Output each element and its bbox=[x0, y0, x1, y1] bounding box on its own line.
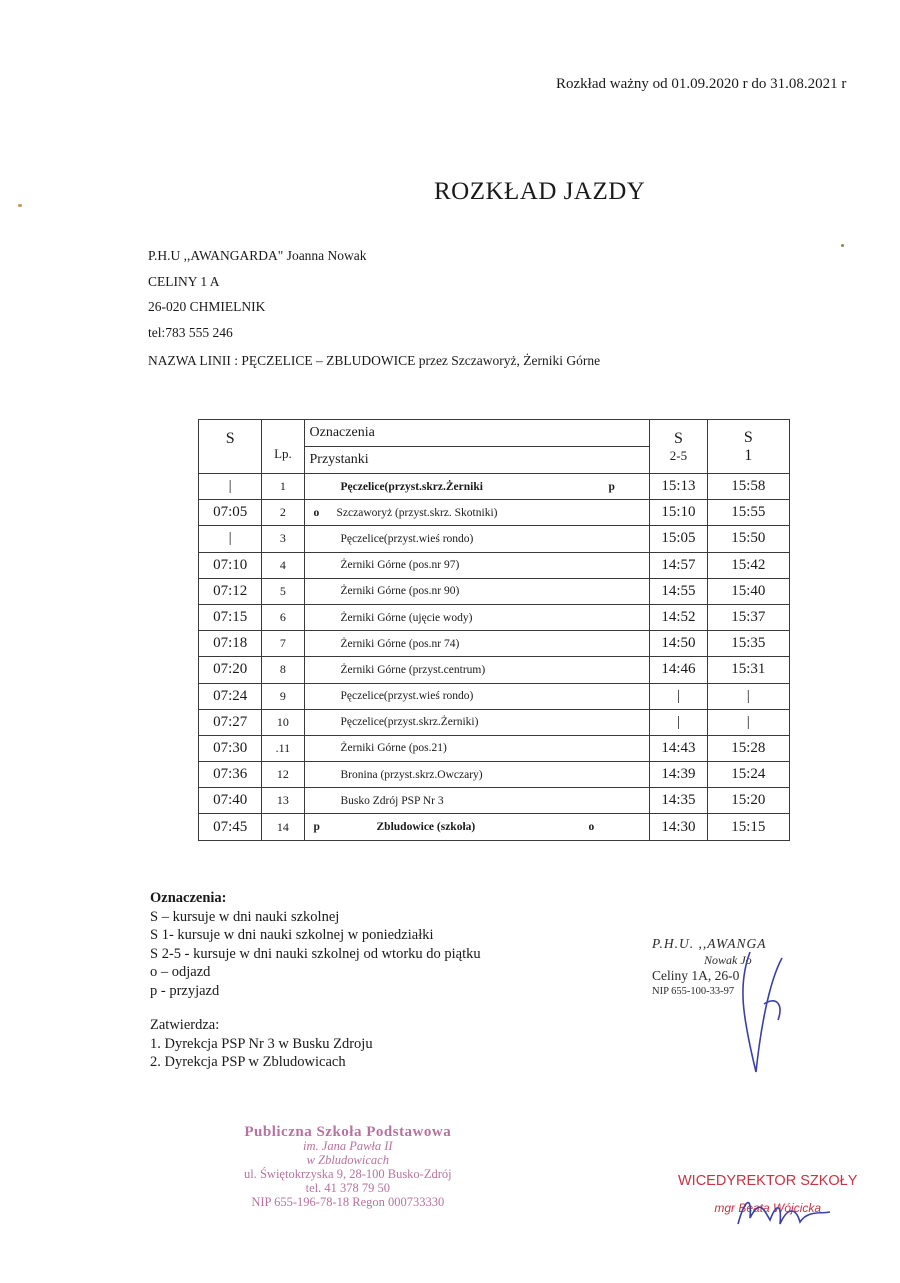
cell-stop bbox=[304, 552, 650, 578]
cell-lp: 13 bbox=[262, 788, 304, 814]
table-row bbox=[199, 814, 790, 840]
cell-time-s25: 14:46 bbox=[650, 657, 707, 683]
table-row bbox=[199, 500, 790, 526]
header-s1 bbox=[707, 420, 789, 474]
cell-stop bbox=[304, 578, 650, 604]
cell-lp: 12 bbox=[262, 762, 304, 788]
header-s: S bbox=[199, 420, 262, 474]
signature-icon bbox=[730, 1184, 850, 1244]
stop-marker-post: p bbox=[608, 480, 615, 493]
legend-item: p - przyjazd bbox=[150, 982, 220, 999]
cell-lp: 5 bbox=[262, 578, 304, 604]
legend-title: Oznaczenia: bbox=[150, 890, 227, 906]
paper-speck bbox=[841, 244, 844, 247]
table-row bbox=[199, 578, 790, 604]
stop-name: Bronina (przyst.skrz.Owczary) bbox=[340, 768, 483, 781]
cell-time-s1: 15:31 bbox=[707, 657, 789, 683]
vice-director-name: mgr Beata Wójcicka bbox=[714, 1201, 822, 1215]
stop-name: Pęczelice(przyst.wieś rondo) bbox=[340, 532, 474, 545]
cell-time-s25: 14:50 bbox=[650, 631, 707, 657]
cell-time-s25: 14:52 bbox=[650, 604, 707, 630]
stop-marker-post: o bbox=[588, 821, 595, 834]
cell-stop bbox=[304, 474, 650, 500]
cell-time-s25: 15:05 bbox=[650, 526, 707, 552]
cell-time-s1: 15:24 bbox=[707, 762, 789, 788]
school-stamp-line: ul. Świętokrzyska 9, 28-100 Busko-Zdrój bbox=[244, 1167, 452, 1181]
company-phone: tel:783 555 246 bbox=[148, 324, 233, 340]
cell-s-time: 07:24 bbox=[199, 683, 262, 709]
cell-time-s25: 14:57 bbox=[650, 552, 707, 578]
stop-name: Zbludowice (szkoła) bbox=[376, 821, 476, 834]
cell-time-s1: 15:20 bbox=[707, 788, 789, 814]
table-row bbox=[199, 735, 790, 761]
header-s25 bbox=[650, 420, 707, 474]
cell-stop bbox=[304, 604, 650, 630]
stop-name: Busko Zdrój PSP Nr 3 bbox=[340, 794, 444, 807]
cell-stop bbox=[304, 500, 650, 526]
cell-lp: 6 bbox=[262, 604, 304, 630]
approval-title: Zatwierdza: bbox=[150, 1017, 220, 1033]
cell-time-s1: 15:50 bbox=[707, 526, 789, 552]
cell-time-s1: 15:28 bbox=[707, 735, 789, 761]
cell-lp: 1 bbox=[262, 474, 304, 500]
cell-lp: 7 bbox=[262, 631, 304, 657]
company-stamp-sub: Nowak Jo bbox=[704, 953, 752, 967]
table-row bbox=[199, 683, 790, 709]
cell-time-s1: | bbox=[707, 683, 789, 709]
cell-lp: 14 bbox=[262, 814, 304, 840]
approval bbox=[150, 1016, 550, 1072]
cell-s-time: 07:27 bbox=[199, 709, 262, 735]
cell-stop bbox=[304, 526, 650, 552]
cell-s-time: 07:20 bbox=[199, 657, 262, 683]
approval-item: 2. Dyrekcja PSP w Zbludowicach bbox=[150, 1054, 346, 1070]
cell-time-s25: | bbox=[650, 709, 707, 735]
cell-time-s25: | bbox=[650, 683, 707, 709]
school-stamp-line: tel. 41 378 79 50 bbox=[305, 1181, 390, 1195]
header-s25-bottom: 2-5 bbox=[669, 448, 688, 463]
cell-lp: 9 bbox=[262, 683, 304, 709]
cell-s-time: 07:45 bbox=[199, 814, 262, 840]
stop-name: Żerniki Górne (pos.nr 74) bbox=[340, 637, 460, 650]
cell-time-s1: 15:35 bbox=[707, 631, 789, 657]
cell-time-s1: 15:37 bbox=[707, 604, 789, 630]
document-title: ROZKŁAD JAZDY bbox=[434, 178, 646, 205]
line-name: NAZWA LINII : PĘCZELICE – ZBLUDOWICE przez Szczaworyż, Żerniki Górne bbox=[148, 353, 601, 368]
cell-time-s1: 15:42 bbox=[707, 552, 789, 578]
validity-period: Rozkład ważny od 01.09.2020 r do 31.08.2021 r bbox=[556, 76, 847, 92]
stop-name: Żerniki Górne (pos.21) bbox=[340, 742, 447, 755]
school-stamp-line: Publiczna Szkoła Podstawowa bbox=[244, 1124, 452, 1140]
company-name: P.H.U ,,AWANGARDA" Joanna Nowak bbox=[148, 248, 367, 263]
cell-lp: .11 bbox=[262, 735, 304, 761]
paper-speck bbox=[18, 204, 22, 207]
header-s25-top: S bbox=[673, 430, 683, 447]
legend bbox=[150, 889, 570, 1000]
cell-time-s25: 14:30 bbox=[650, 814, 707, 840]
approval-item: 1. Dyrekcja PSP Nr 3 w Busku Zdroju bbox=[150, 1035, 373, 1052]
table-row bbox=[199, 762, 790, 788]
stop-marker-pre: o bbox=[313, 506, 320, 519]
cell-s-time: 07:30 bbox=[199, 735, 262, 761]
header-przystanki: Przystanki bbox=[304, 447, 650, 474]
company-stamp-address: Celiny 1A, 26-0 bbox=[652, 968, 740, 983]
stop-name: Pęczelice(przyst.skrz.Żerniki bbox=[340, 480, 483, 493]
stop-name: Pęczelice(przyst.wieś rondo) bbox=[340, 690, 474, 703]
cell-lp: 3 bbox=[262, 526, 304, 552]
cell-time-s1: 15:55 bbox=[707, 500, 789, 526]
school-stamp bbox=[244, 1125, 452, 1209]
table-row bbox=[199, 552, 790, 578]
table-row bbox=[199, 474, 790, 500]
table-row bbox=[199, 526, 790, 552]
cell-time-s1: 15:40 bbox=[707, 578, 789, 604]
cell-stop bbox=[304, 814, 650, 840]
cell-s-time: | bbox=[199, 474, 262, 500]
table-row bbox=[199, 709, 790, 735]
school-stamp-line: w Zbludowicach bbox=[306, 1153, 389, 1167]
vice-director-title: WICEDYREKTOR SZKOŁY bbox=[678, 1173, 858, 1189]
timetable bbox=[198, 419, 790, 841]
company-stamp-nip: NIP 655-100-33-97 bbox=[652, 986, 735, 997]
cell-stop bbox=[304, 735, 650, 761]
stop-name: Żerniki Górne (ujęcie wody) bbox=[340, 611, 473, 624]
cell-s-time: 07:18 bbox=[199, 631, 262, 657]
cell-time-s25: 15:10 bbox=[650, 500, 707, 526]
cell-lp: 2 bbox=[262, 500, 304, 526]
table-row bbox=[199, 657, 790, 683]
cell-s-time: 07:36 bbox=[199, 762, 262, 788]
table-header-row bbox=[199, 420, 790, 447]
header-s1-bottom: 1 bbox=[744, 446, 753, 464]
cell-time-s1: 15:58 bbox=[707, 474, 789, 500]
company-stamp-name: P.H.U. ,,AWANGA bbox=[652, 936, 767, 951]
company-address-line2: 26-020 CHMIELNIK bbox=[148, 299, 266, 314]
legend-item: S 1- kursuje w dni nauki szkolnej w poniedziałki bbox=[150, 927, 434, 943]
stop-name: Żerniki Górne (pos.nr 90) bbox=[340, 585, 460, 598]
cell-s-time: | bbox=[199, 526, 262, 552]
cell-stop bbox=[304, 631, 650, 657]
cell-stop bbox=[304, 788, 650, 814]
timetable-body bbox=[199, 474, 790, 841]
legend-item: S – kursuje w dni nauki szkolnej bbox=[150, 908, 340, 925]
cell-stop bbox=[304, 683, 650, 709]
cell-time-s25: 14:39 bbox=[650, 762, 707, 788]
table-row bbox=[199, 604, 790, 630]
stop-name: Żerniki Górne (przyst.centrum) bbox=[340, 663, 486, 676]
header-s1-top: S bbox=[743, 428, 753, 446]
legend-item: S 2-5 - kursuje w dni nauki szkolnej od wtorku do piątku bbox=[150, 945, 481, 962]
school-stamp-line: im. Jana Pawła II bbox=[303, 1139, 393, 1153]
cell-lp: 8 bbox=[262, 657, 304, 683]
cell-stop bbox=[304, 657, 650, 683]
company-address-line1: CELINY 1 A bbox=[148, 273, 220, 289]
cell-s-time: 07:15 bbox=[199, 604, 262, 630]
legend-item: o – odjazd bbox=[150, 964, 211, 980]
cell-stop bbox=[304, 709, 650, 735]
cell-stop bbox=[304, 762, 650, 788]
table-row bbox=[199, 631, 790, 657]
company-info bbox=[148, 243, 548, 345]
stop-name: Szczaworyż (przyst.skrz. Skotniki) bbox=[336, 506, 498, 519]
table-row bbox=[199, 788, 790, 814]
cell-lp: 10 bbox=[262, 709, 304, 735]
cell-s-time: 07:12 bbox=[199, 578, 262, 604]
signature-icon bbox=[720, 944, 800, 1084]
cell-s-time: 07:40 bbox=[199, 788, 262, 814]
cell-time-s25: 14:43 bbox=[650, 735, 707, 761]
cell-time-s25: 15:13 bbox=[650, 474, 707, 500]
cell-time-s25: 14:55 bbox=[650, 578, 707, 604]
cell-s-time: 07:05 bbox=[199, 500, 262, 526]
stop-name: Pęczelice(przyst.skrz.Żerniki) bbox=[340, 716, 479, 729]
cell-s-time: 07:10 bbox=[199, 552, 262, 578]
stop-name: Żerniki Górne (pos.nr 97) bbox=[340, 559, 460, 572]
school-stamp-line: NIP 655-196-78-18 Regon 000733330 bbox=[251, 1195, 445, 1209]
cell-time-s1: | bbox=[707, 709, 789, 735]
header-lp: Lp. bbox=[262, 420, 304, 474]
cell-time-s1: 15:15 bbox=[707, 814, 789, 840]
cell-time-s25: 14:35 bbox=[650, 788, 707, 814]
header-oznaczenia: Oznaczenia bbox=[304, 420, 650, 447]
stop-marker-pre: p bbox=[313, 821, 320, 834]
cell-lp: 4 bbox=[262, 552, 304, 578]
